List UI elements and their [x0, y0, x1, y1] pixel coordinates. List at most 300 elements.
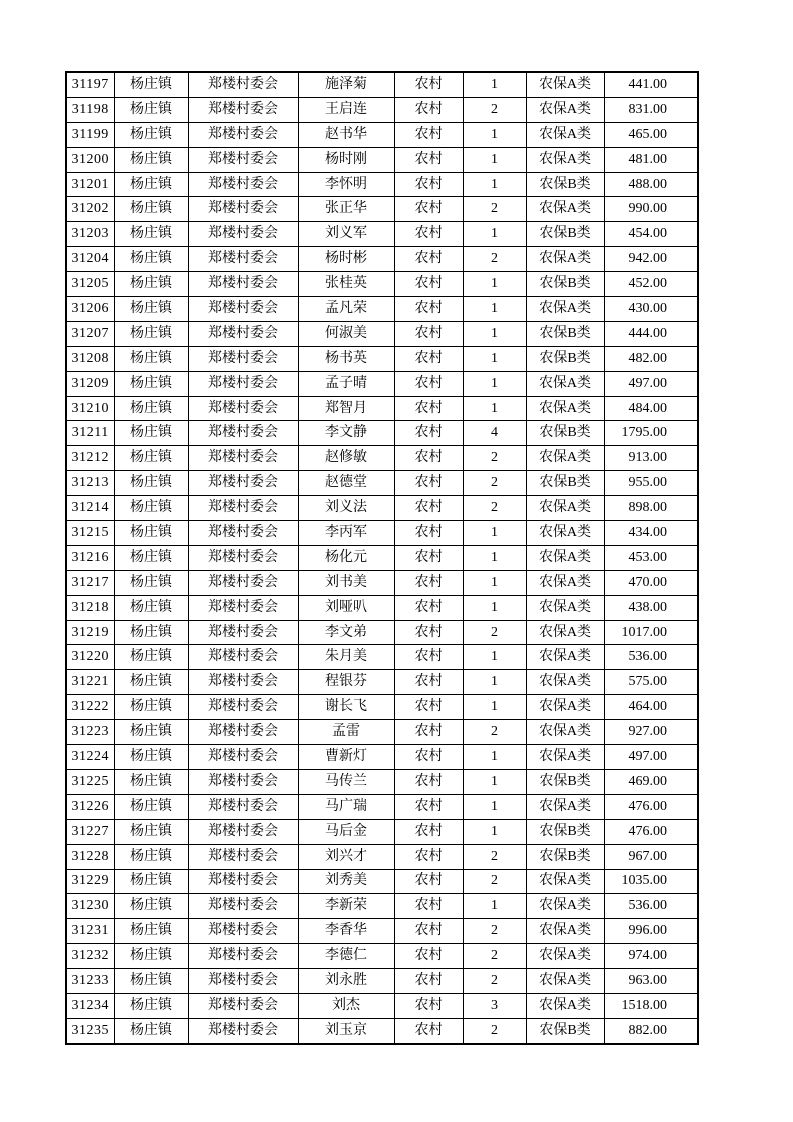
person-count-cell: 1: [463, 147, 526, 172]
village-committee-cell: 郑楼村委会: [188, 645, 298, 670]
person-name-cell: 李文弟: [298, 620, 394, 645]
residence-type-cell: 农村: [394, 297, 463, 322]
residence-type-cell: 农村: [394, 695, 463, 720]
insurance-category-cell: 农保B类: [526, 844, 604, 869]
person-name-cell: 杨时刚: [298, 147, 394, 172]
village-committee-cell: 郑楼村委会: [188, 496, 298, 521]
residence-type-cell: 农村: [394, 1018, 463, 1043]
residence-type-cell: 农村: [394, 919, 463, 944]
amount-cell: 1518.00: [604, 993, 698, 1018]
insurance-category-cell: 农保A类: [526, 570, 604, 595]
town-cell: 杨庄镇: [114, 197, 188, 222]
residence-type-cell: 农村: [394, 769, 463, 794]
table-row: [66, 969, 698, 994]
village-committee-cell: 郑楼村委会: [188, 670, 298, 695]
residence-type-cell: 农村: [394, 97, 463, 122]
village-committee-cell: 郑楼村委会: [188, 97, 298, 122]
insurance-category-cell: 农保B类: [526, 172, 604, 197]
residence-type-cell: 农村: [394, 720, 463, 745]
record-id-cell: 31233: [66, 969, 114, 994]
insurance-category-cell: 农保A类: [526, 919, 604, 944]
town-cell: 杨庄镇: [114, 969, 188, 994]
person-count-cell: 1: [463, 272, 526, 297]
person-count-cell: 1: [463, 769, 526, 794]
residence-type-cell: 农村: [394, 471, 463, 496]
table-row: [66, 222, 698, 247]
person-name-cell: 杨化元: [298, 545, 394, 570]
residence-type-cell: 农村: [394, 496, 463, 521]
table-row: [66, 396, 698, 421]
amount-cell: 441.00: [604, 72, 698, 97]
village-committee-cell: 郑楼村委会: [188, 321, 298, 346]
person-count-cell: 2: [463, 919, 526, 944]
village-committee-cell: 郑楼村委会: [188, 122, 298, 147]
record-id-cell: 31215: [66, 521, 114, 546]
residence-type-cell: 农村: [394, 745, 463, 770]
record-id-cell: 31203: [66, 222, 114, 247]
table-row: [66, 446, 698, 471]
person-name-cell: 孟子晴: [298, 371, 394, 396]
residence-type-cell: 农村: [394, 670, 463, 695]
record-id-cell: 31219: [66, 620, 114, 645]
village-committee-cell: 郑楼村委会: [188, 371, 298, 396]
village-committee-cell: 郑楼村委会: [188, 72, 298, 97]
amount-cell: 1795.00: [604, 421, 698, 446]
village-committee-cell: 郑楼村委会: [188, 620, 298, 645]
insurance-category-cell: 农保B类: [526, 421, 604, 446]
person-count-cell: 1: [463, 670, 526, 695]
person-name-cell: 刘杰: [298, 993, 394, 1018]
insurance-category-cell: 农保A类: [526, 496, 604, 521]
amount-cell: 476.00: [604, 794, 698, 819]
insurance-category-cell: 农保A类: [526, 396, 604, 421]
town-cell: 杨庄镇: [114, 122, 188, 147]
village-committee-cell: 郑楼村委会: [188, 720, 298, 745]
amount-cell: 996.00: [604, 919, 698, 944]
person-count-cell: 2: [463, 197, 526, 222]
town-cell: 杨庄镇: [114, 769, 188, 794]
amount-cell: 898.00: [604, 496, 698, 521]
residence-type-cell: 农村: [394, 371, 463, 396]
record-id-cell: 31217: [66, 570, 114, 595]
table-row: [66, 122, 698, 147]
insurance-category-cell: 农保B类: [526, 222, 604, 247]
insurance-category-cell: 农保A类: [526, 969, 604, 994]
insurance-category-cell: 农保A类: [526, 794, 604, 819]
table-row: [66, 794, 698, 819]
residence-type-cell: 农村: [394, 521, 463, 546]
record-id-cell: 31226: [66, 794, 114, 819]
amount-cell: 963.00: [604, 969, 698, 994]
amount-cell: 484.00: [604, 396, 698, 421]
town-cell: 杨庄镇: [114, 595, 188, 620]
residence-type-cell: 农村: [394, 147, 463, 172]
insurance-category-cell: 农保A类: [526, 869, 604, 894]
person-name-cell: 孟凡荣: [298, 297, 394, 322]
village-committee-cell: 郑楼村委会: [188, 471, 298, 496]
person-name-cell: 赵德堂: [298, 471, 394, 496]
person-name-cell: 李文静: [298, 421, 394, 446]
table-row: [66, 272, 698, 297]
person-name-cell: 何淑美: [298, 321, 394, 346]
person-name-cell: 程银芬: [298, 670, 394, 695]
residence-type-cell: 农村: [394, 172, 463, 197]
residence-type-cell: 农村: [394, 620, 463, 645]
person-count-cell: 1: [463, 570, 526, 595]
person-count-cell: 2: [463, 446, 526, 471]
table-row: [66, 521, 698, 546]
table-row: [66, 72, 698, 97]
person-name-cell: 刘秀美: [298, 869, 394, 894]
town-cell: 杨庄镇: [114, 446, 188, 471]
town-cell: 杨庄镇: [114, 695, 188, 720]
insurance-category-cell: 农保B类: [526, 1018, 604, 1043]
person-name-cell: 刘玉京: [298, 1018, 394, 1043]
amount-cell: 464.00: [604, 695, 698, 720]
town-cell: 杨庄镇: [114, 396, 188, 421]
residence-type-cell: 农村: [394, 346, 463, 371]
residence-type-cell: 农村: [394, 446, 463, 471]
town-cell: 杨庄镇: [114, 496, 188, 521]
table-row: [66, 97, 698, 122]
person-count-cell: 2: [463, 720, 526, 745]
table-row: [66, 147, 698, 172]
record-id-cell: 31229: [66, 869, 114, 894]
record-id-cell: 31201: [66, 172, 114, 197]
person-name-cell: 李德仁: [298, 944, 394, 969]
person-count-cell: 2: [463, 944, 526, 969]
person-count-cell: 2: [463, 869, 526, 894]
village-committee-cell: 郑楼村委会: [188, 769, 298, 794]
residence-type-cell: 农村: [394, 969, 463, 994]
insurance-category-cell: 农保A类: [526, 147, 604, 172]
village-committee-cell: 郑楼村委会: [188, 894, 298, 919]
town-cell: 杨庄镇: [114, 421, 188, 446]
person-name-cell: 张桂英: [298, 272, 394, 297]
town-cell: 杨庄镇: [114, 371, 188, 396]
insurance-category-cell: 农保A类: [526, 620, 604, 645]
residence-type-cell: 农村: [394, 272, 463, 297]
person-name-cell: 谢长飞: [298, 695, 394, 720]
residence-type-cell: 农村: [394, 321, 463, 346]
person-name-cell: 王启连: [298, 97, 394, 122]
person-name-cell: 李丙军: [298, 521, 394, 546]
residence-type-cell: 农村: [394, 993, 463, 1018]
person-count-cell: 1: [463, 396, 526, 421]
person-count-cell: 2: [463, 1018, 526, 1043]
payment-roster-table: [65, 71, 699, 1045]
record-id-cell: 31207: [66, 321, 114, 346]
amount-cell: 831.00: [604, 97, 698, 122]
village-committee-cell: 郑楼村委会: [188, 197, 298, 222]
table-row: [66, 421, 698, 446]
amount-cell: 497.00: [604, 371, 698, 396]
amount-cell: 488.00: [604, 172, 698, 197]
table-row: [66, 919, 698, 944]
amount-cell: 476.00: [604, 819, 698, 844]
person-count-cell: 1: [463, 72, 526, 97]
town-cell: 杨庄镇: [114, 247, 188, 272]
record-id-cell: 31199: [66, 122, 114, 147]
village-committee-cell: 郑楼村委会: [188, 570, 298, 595]
town-cell: 杨庄镇: [114, 471, 188, 496]
record-id-cell: 31202: [66, 197, 114, 222]
person-count-cell: 1: [463, 695, 526, 720]
person-count-cell: 1: [463, 545, 526, 570]
amount-cell: 955.00: [604, 471, 698, 496]
village-committee-cell: 郑楼村委会: [188, 172, 298, 197]
person-name-cell: 赵修敏: [298, 446, 394, 471]
insurance-category-cell: 农保A类: [526, 695, 604, 720]
insurance-category-cell: 农保B类: [526, 819, 604, 844]
person-name-cell: 刘义法: [298, 496, 394, 521]
amount-cell: 470.00: [604, 570, 698, 595]
record-id-cell: 31214: [66, 496, 114, 521]
insurance-category-cell: 农保B类: [526, 471, 604, 496]
insurance-category-cell: 农保A类: [526, 72, 604, 97]
person-count-cell: 2: [463, 969, 526, 994]
person-count-cell: 1: [463, 894, 526, 919]
table-row: [66, 894, 698, 919]
residence-type-cell: 农村: [394, 595, 463, 620]
insurance-category-cell: 农保A类: [526, 944, 604, 969]
village-committee-cell: 郑楼村委会: [188, 844, 298, 869]
town-cell: 杨庄镇: [114, 720, 188, 745]
table-row: [66, 745, 698, 770]
amount-cell: 927.00: [604, 720, 698, 745]
insurance-category-cell: 农保B类: [526, 272, 604, 297]
table-row: [66, 346, 698, 371]
person-name-cell: 郑智月: [298, 396, 394, 421]
record-id-cell: 31212: [66, 446, 114, 471]
insurance-category-cell: 农保A类: [526, 521, 604, 546]
amount-cell: 913.00: [604, 446, 698, 471]
insurance-category-cell: 农保B类: [526, 321, 604, 346]
person-name-cell: 李怀明: [298, 172, 394, 197]
table-row: [66, 645, 698, 670]
record-id-cell: 31228: [66, 844, 114, 869]
table-row: [66, 944, 698, 969]
residence-type-cell: 农村: [394, 222, 463, 247]
person-name-cell: 马传兰: [298, 769, 394, 794]
amount-cell: 497.00: [604, 745, 698, 770]
person-name-cell: 马广瑞: [298, 794, 394, 819]
record-id-cell: 31200: [66, 147, 114, 172]
village-committee-cell: 郑楼村委会: [188, 396, 298, 421]
residence-type-cell: 农村: [394, 247, 463, 272]
village-committee-cell: 郑楼村委会: [188, 993, 298, 1018]
table-row: [66, 197, 698, 222]
village-committee-cell: 郑楼村委会: [188, 819, 298, 844]
person-count-cell: 2: [463, 247, 526, 272]
insurance-category-cell: 农保A类: [526, 720, 604, 745]
village-committee-cell: 郑楼村委会: [188, 944, 298, 969]
person-count-cell: 2: [463, 844, 526, 869]
person-name-cell: 刘书美: [298, 570, 394, 595]
residence-type-cell: 农村: [394, 396, 463, 421]
residence-type-cell: 农村: [394, 819, 463, 844]
insurance-category-cell: 农保A类: [526, 595, 604, 620]
record-id-cell: 31227: [66, 819, 114, 844]
village-committee-cell: 郑楼村委会: [188, 421, 298, 446]
record-id-cell: 31198: [66, 97, 114, 122]
record-id-cell: 31216: [66, 545, 114, 570]
person-count-cell: 1: [463, 745, 526, 770]
person-count-cell: 1: [463, 595, 526, 620]
town-cell: 杨庄镇: [114, 346, 188, 371]
amount-cell: 454.00: [604, 222, 698, 247]
record-id-cell: 31220: [66, 645, 114, 670]
person-name-cell: 刘哑叭: [298, 595, 394, 620]
table-body: [66, 72, 698, 1044]
insurance-category-cell: 农保A类: [526, 247, 604, 272]
insurance-category-cell: 农保A类: [526, 645, 604, 670]
village-committee-cell: 郑楼村委会: [188, 272, 298, 297]
person-count-cell: 2: [463, 496, 526, 521]
town-cell: 杨庄镇: [114, 919, 188, 944]
town-cell: 杨庄镇: [114, 869, 188, 894]
amount-cell: 465.00: [604, 122, 698, 147]
village-committee-cell: 郑楼村委会: [188, 222, 298, 247]
insurance-category-cell: 农保A类: [526, 97, 604, 122]
record-id-cell: 31221: [66, 670, 114, 695]
amount-cell: 438.00: [604, 595, 698, 620]
person-name-cell: 施泽菊: [298, 72, 394, 97]
person-count-cell: 1: [463, 521, 526, 546]
insurance-category-cell: 农保A类: [526, 371, 604, 396]
table-row: [66, 620, 698, 645]
table-row: [66, 720, 698, 745]
table-row: [66, 471, 698, 496]
insurance-category-cell: 农保B类: [526, 769, 604, 794]
amount-cell: 434.00: [604, 521, 698, 546]
amount-cell: 882.00: [604, 1018, 698, 1043]
amount-cell: 967.00: [604, 844, 698, 869]
insurance-category-cell: 农保A类: [526, 545, 604, 570]
person-name-cell: 李新荣: [298, 894, 394, 919]
record-id-cell: 31204: [66, 247, 114, 272]
person-count-cell: 4: [463, 421, 526, 446]
town-cell: 杨庄镇: [114, 147, 188, 172]
person-count-cell: 1: [463, 794, 526, 819]
town-cell: 杨庄镇: [114, 894, 188, 919]
village-committee-cell: 郑楼村委会: [188, 745, 298, 770]
table-row: [66, 496, 698, 521]
person-name-cell: 李香华: [298, 919, 394, 944]
person-name-cell: 刘永胜: [298, 969, 394, 994]
person-count-cell: 1: [463, 297, 526, 322]
insurance-category-cell: 农保A类: [526, 122, 604, 147]
residence-type-cell: 农村: [394, 944, 463, 969]
insurance-category-cell: 农保A类: [526, 446, 604, 471]
record-id-cell: 31197: [66, 72, 114, 97]
town-cell: 杨庄镇: [114, 545, 188, 570]
town-cell: 杨庄镇: [114, 794, 188, 819]
village-committee-cell: 郑楼村委会: [188, 695, 298, 720]
amount-cell: 453.00: [604, 545, 698, 570]
amount-cell: 1035.00: [604, 869, 698, 894]
village-committee-cell: 郑楼村委会: [188, 969, 298, 994]
town-cell: 杨庄镇: [114, 1018, 188, 1043]
village-committee-cell: 郑楼村委会: [188, 545, 298, 570]
residence-type-cell: 农村: [394, 794, 463, 819]
residence-type-cell: 农村: [394, 869, 463, 894]
person-name-cell: 赵书华: [298, 122, 394, 147]
insurance-category-cell: 农保A类: [526, 297, 604, 322]
record-id-cell: 31224: [66, 745, 114, 770]
amount-cell: 482.00: [604, 346, 698, 371]
town-cell: 杨庄镇: [114, 570, 188, 595]
amount-cell: 974.00: [604, 944, 698, 969]
amount-cell: 990.00: [604, 197, 698, 222]
table-row: [66, 670, 698, 695]
village-committee-cell: 郑楼村委会: [188, 1018, 298, 1043]
village-committee-cell: 郑楼村委会: [188, 521, 298, 546]
amount-cell: 430.00: [604, 297, 698, 322]
town-cell: 杨庄镇: [114, 222, 188, 247]
village-committee-cell: 郑楼村委会: [188, 869, 298, 894]
person-count-cell: 1: [463, 122, 526, 147]
record-id-cell: 31235: [66, 1018, 114, 1043]
table-row: [66, 819, 698, 844]
residence-type-cell: 农村: [394, 545, 463, 570]
table-row: [66, 297, 698, 322]
record-id-cell: 31206: [66, 297, 114, 322]
town-cell: 杨庄镇: [114, 670, 188, 695]
person-name-cell: 曹新灯: [298, 745, 394, 770]
person-name-cell: 马后金: [298, 819, 394, 844]
table-row: [66, 993, 698, 1018]
residence-type-cell: 农村: [394, 122, 463, 147]
insurance-category-cell: 农保A类: [526, 745, 604, 770]
table-row: [66, 695, 698, 720]
residence-type-cell: 农村: [394, 421, 463, 446]
table-row: [66, 371, 698, 396]
table-row: [66, 321, 698, 346]
record-id-cell: 31205: [66, 272, 114, 297]
record-id-cell: 31213: [66, 471, 114, 496]
table-row: [66, 1018, 698, 1043]
person-name-cell: 刘义军: [298, 222, 394, 247]
table-row: [66, 595, 698, 620]
amount-cell: 942.00: [604, 247, 698, 272]
person-name-cell: 朱月美: [298, 645, 394, 670]
town-cell: 杨庄镇: [114, 993, 188, 1018]
insurance-category-cell: 农保A类: [526, 894, 604, 919]
insurance-category-cell: 农保A类: [526, 993, 604, 1018]
table-row: [66, 769, 698, 794]
residence-type-cell: 农村: [394, 645, 463, 670]
person-count-cell: 2: [463, 471, 526, 496]
insurance-category-cell: 农保A类: [526, 670, 604, 695]
town-cell: 杨庄镇: [114, 620, 188, 645]
table-row: [66, 247, 698, 272]
residence-type-cell: 农村: [394, 894, 463, 919]
residence-type-cell: 农村: [394, 197, 463, 222]
residence-type-cell: 农村: [394, 844, 463, 869]
person-count-cell: 1: [463, 222, 526, 247]
record-id-cell: 31210: [66, 396, 114, 421]
table-row: [66, 869, 698, 894]
record-id-cell: 31208: [66, 346, 114, 371]
record-id-cell: 31222: [66, 695, 114, 720]
town-cell: 杨庄镇: [114, 944, 188, 969]
person-count-cell: 2: [463, 620, 526, 645]
amount-cell: 469.00: [604, 769, 698, 794]
town-cell: 杨庄镇: [114, 645, 188, 670]
insurance-category-cell: 农保A类: [526, 197, 604, 222]
table-row: [66, 570, 698, 595]
